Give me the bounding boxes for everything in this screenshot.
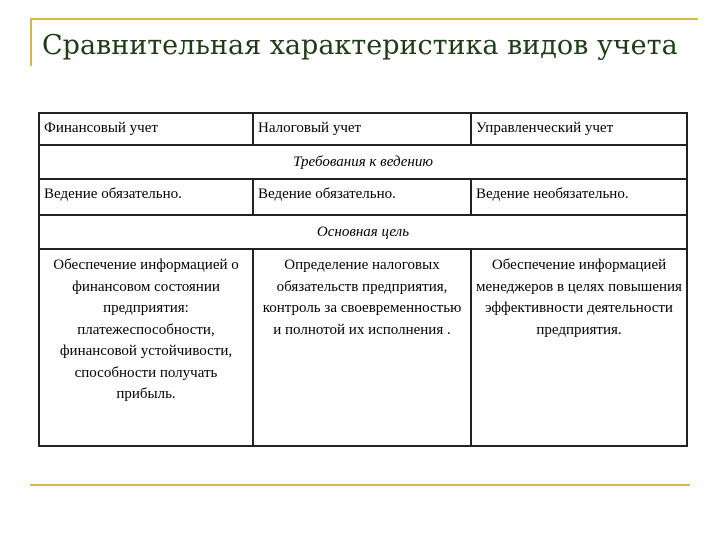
comparison-table — [38, 112, 688, 447]
section-goal: Основная цель — [39, 215, 687, 249]
requirement-tax: Ведение обязательно. — [253, 179, 471, 215]
requirement-management: Ведение необязательно. — [471, 179, 687, 215]
section-row-requirements — [39, 145, 687, 179]
goal-tax: Определение налоговых обязательств предприятия, контроль за своевременностью и полнотой их исполнения . — [253, 249, 471, 446]
frame-bottom-line — [30, 484, 690, 486]
table-row-goals — [39, 249, 687, 446]
slide-title: Сравнительная характеристика видов учета — [42, 30, 678, 61]
section-requirements: Требования к ведению — [39, 145, 687, 179]
frame-left-line — [30, 18, 32, 66]
section-row-goal — [39, 215, 687, 249]
requirement-financial: Ведение обязательно. — [39, 179, 253, 215]
goal-management: Обеспечение информацией менеджеров в целях повышения эффективности деятельности предприятия. — [471, 249, 687, 446]
header-management: Управленческий учет — [471, 113, 687, 145]
goal-financial: Обеспечение информацией о финансовом состоянии предприятия: платежеспособности, финансовой устойчивости, способности получать прибыль. — [39, 249, 253, 446]
frame-top-line — [30, 18, 698, 20]
table-row-requirements — [39, 179, 687, 215]
table-header-row — [39, 113, 687, 145]
header-tax: Налоговый учет — [253, 113, 471, 145]
header-financial: Финансовый учет — [39, 113, 253, 145]
